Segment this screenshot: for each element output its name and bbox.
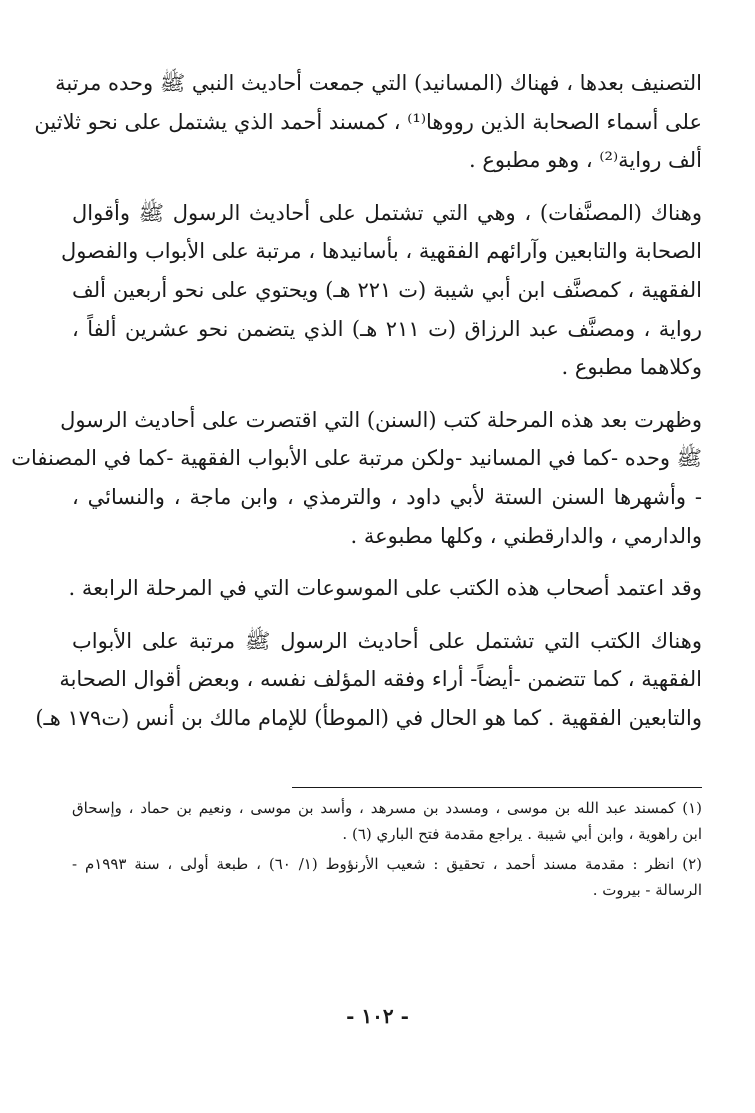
footnote-line: ابن راهوية ، وابن أبي شيبة . يراجع مقدمة فتح الباري (٦) . (342, 825, 702, 843)
paragraph-3 (11, 401, 702, 555)
footnote-line: (١) كمسند عبد الله بن موسى ، ومسدد بن مسرهد ، وأسد بن موسى ، ونعيم بن حماد ، وإسحاق (72, 799, 702, 817)
text-line: التصنيف بعدها ، فهناك (المسانيد) التي جمعت أحاديث النبي ﷺ وحده مرتبة (55, 71, 702, 95)
text-line: وقد اعتمد أصحاب هذه الكتب على الموسوعات التي في المرحلة الرابعة . (68, 576, 702, 601)
text-line: وهناك الكتب التي تشتمل على أحاديث الرسول ﷺ مرتبة على الأبواب (72, 628, 702, 653)
text-line: وظهرت بعد هذه المرحلة كتب (السنن) التي اقتصرت على أحاديث الرسول (60, 407, 702, 432)
main-text (11, 64, 702, 738)
paragraph-1 (34, 64, 702, 180)
paragraph-5 (35, 622, 702, 738)
text-line: وهناك (المصنَّفات) ، وهي التي تشتمل على أحاديث الرسول ﷺ وأقوال (72, 200, 702, 225)
footnote-line: الرسالة - بيروت . (592, 881, 702, 899)
text-line: ﷺ وحده -كما في المسانيد -ولكن مرتبة على الأبواب الفقهية -كما في المصنفات (11, 446, 702, 471)
text-line: وكلاهما مطبوع . (561, 355, 702, 380)
text-line: الصحابة والتابعين وآرائهم الفقهية ، بأسانيدها ، مرتبة على الأبواب والفصول (60, 239, 702, 264)
text-line: رواية ، ومصنَّف عبد الرزاق (ت ٢١١ هـ) الذي يتضمن نحو عشرين ألفاً ، (72, 316, 702, 341)
paragraph-2 (60, 194, 702, 387)
footnote-2 (72, 851, 702, 903)
footnote-line: (٢) انظر : مقدمة مسند أحمد ، تحقيق : شعيب الأرنؤوط (١/ ٦٠) ، طبعة أولى ، سنة ١٩٩٣م - (72, 855, 703, 873)
text-line: - وأشهرها السنن الستة لأبي داود ، والترمذي ، وابن ماجة ، والنسائي ، (72, 484, 702, 509)
page-number: - ١٠٢ - (346, 1004, 409, 1028)
footnote-separator (292, 787, 702, 788)
text-line: ألف رواية⁽²⁾ ، وهو مطبوع . (468, 148, 702, 173)
paragraph-4 (68, 569, 702, 608)
text-line: على أسماء الصحابة الذين رووها⁽¹⁾ ، كمسند أحمد الذي يشتمل على نحو ثلاثين (34, 109, 702, 134)
footnote-1 (72, 795, 702, 847)
text-line: الفقهية ، كما تتضمن -أيضاً- أراء وفقه المؤلف نفسه ، وبعض أقوال الصحابة (59, 667, 702, 692)
footnotes (72, 795, 702, 907)
text-line: والتابعين الفقهية . كما هو الحال في (الموطأ) للإمام مالك بن أنس (ت١٧٩ هـ) (35, 705, 702, 730)
text-line: الفقهية ، كمصنَّف ابن أبي شيبة (ت ٢٢١ هـ) ويحتوي على نحو أربعين ألف (72, 277, 702, 302)
text-line: والدارمي ، والدارقطني ، وكلها مطبوعة . (350, 523, 702, 548)
